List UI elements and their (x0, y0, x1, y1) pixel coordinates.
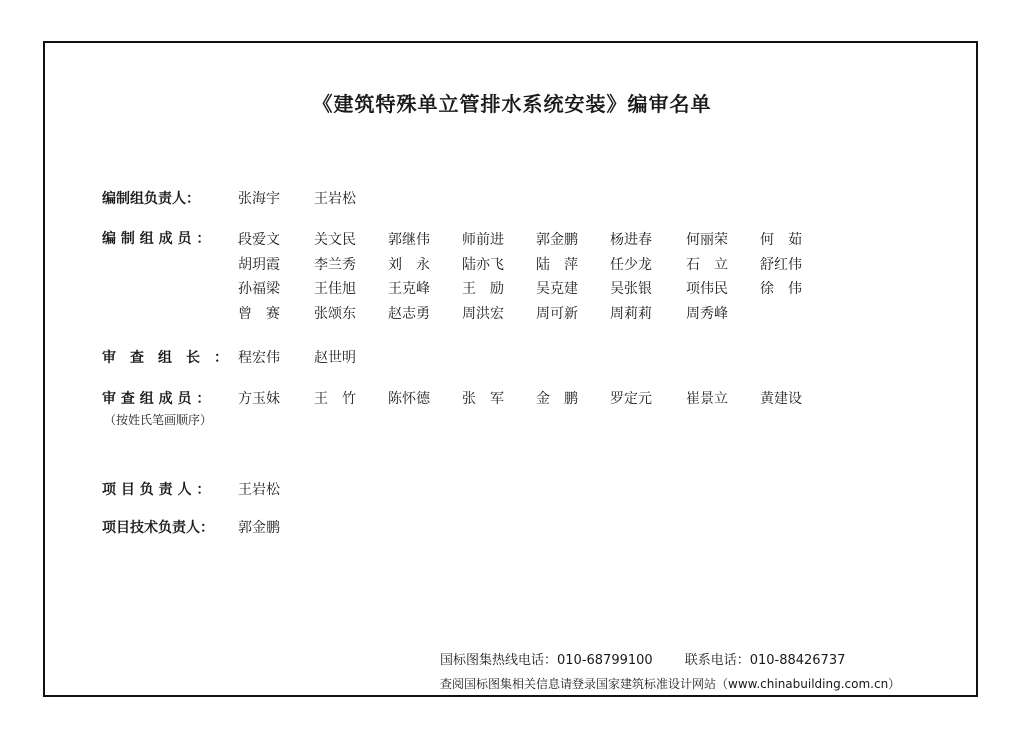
editor-name: 周可新 (536, 306, 578, 322)
editor-name: 舒红伟 (760, 257, 802, 273)
reviewers-order-note: （按姓氏笔画顺序） (104, 413, 213, 427)
page-border (43, 41, 978, 697)
editors-label: 编 制 组 成 员 ： (102, 231, 211, 247)
chief-editors-label: 编制组负责人： (102, 191, 200, 207)
tech-lead-name: 郭金鹏 (238, 520, 280, 536)
editor-name: 石 立 (686, 257, 728, 273)
editor-name: 任少龙 (610, 257, 652, 273)
project-lead-label: 项 目 负 责 人 ： (102, 482, 211, 498)
chief-editor-name: 王岩松 (314, 191, 356, 207)
editor-name: 郭继伟 (388, 232, 430, 248)
editor-name: 曾 赛 (238, 306, 280, 322)
review-leader-name: 程宏伟 (238, 350, 280, 366)
reviewer-name: 方玉妹 (238, 391, 280, 407)
page-title: 《建筑特殊单立管排水系统安装》编审名单 (312, 92, 712, 116)
reviewer-name: 王 竹 (314, 391, 356, 407)
editor-name: 赵志勇 (388, 306, 430, 322)
editor-name: 郭金鹏 (536, 232, 578, 248)
reviewer-name: 张 军 (462, 391, 504, 407)
reviewers-label: 审 查 组 成 员 ： (102, 391, 211, 407)
editor-name: 李兰秀 (314, 257, 356, 273)
review-leaders-label: 审 查 组 长 ： (102, 350, 228, 366)
editor-name: 周洪宏 (462, 306, 504, 322)
editor-name: 孙福梁 (238, 281, 280, 297)
editor-name: 刘 永 (388, 257, 430, 273)
contact-phone-text: 联系电话：010-88426737 (684, 653, 846, 668)
reviewer-name: 罗定元 (610, 391, 652, 407)
review-leader-name: 赵世明 (314, 350, 356, 366)
editor-name: 周莉莉 (610, 306, 652, 322)
editor-name: 周秀峰 (686, 306, 728, 322)
editor-name: 陆亦飞 (462, 257, 504, 273)
editor-name: 王佳旭 (314, 281, 356, 297)
editor-name: 胡玥霞 (238, 257, 280, 273)
editor-name: 张颂东 (314, 306, 356, 322)
editor-name: 徐 伟 (760, 281, 802, 297)
project-lead-name: 王岩松 (238, 482, 280, 498)
footer-phones (440, 649, 845, 668)
editor-name: 项伟民 (686, 281, 728, 297)
editor-name: 何 茹 (760, 232, 802, 248)
editor-name: 吴克建 (536, 281, 578, 297)
reviewer-name: 黄建设 (760, 391, 802, 407)
reviewer-name: 陈怀德 (388, 391, 430, 407)
editor-name: 吴张银 (610, 281, 652, 297)
editor-name: 杨进春 (610, 232, 652, 248)
editor-name: 王 励 (462, 281, 504, 297)
hotline-text: 国标图集热线电话：010-68799100 (440, 653, 653, 668)
editor-name: 关文民 (314, 232, 356, 248)
reviewer-name: 崔景立 (686, 391, 728, 407)
editor-name: 师前进 (462, 232, 504, 248)
reviewer-name: 金 鹏 (536, 391, 578, 407)
editor-name: 何丽荣 (686, 232, 728, 248)
editor-name: 王克峰 (388, 281, 430, 297)
editor-name: 陆 萍 (536, 257, 578, 273)
tech-lead-label: 项目技术负责人： (102, 520, 214, 536)
editor-name: 段爱文 (238, 232, 280, 248)
footer-website: 查阅国标图集相关信息请登录国家建筑标准设计网站（www.chinabuilding.com.cn） (440, 677, 901, 691)
chief-editor-name: 张海宇 (238, 191, 280, 207)
